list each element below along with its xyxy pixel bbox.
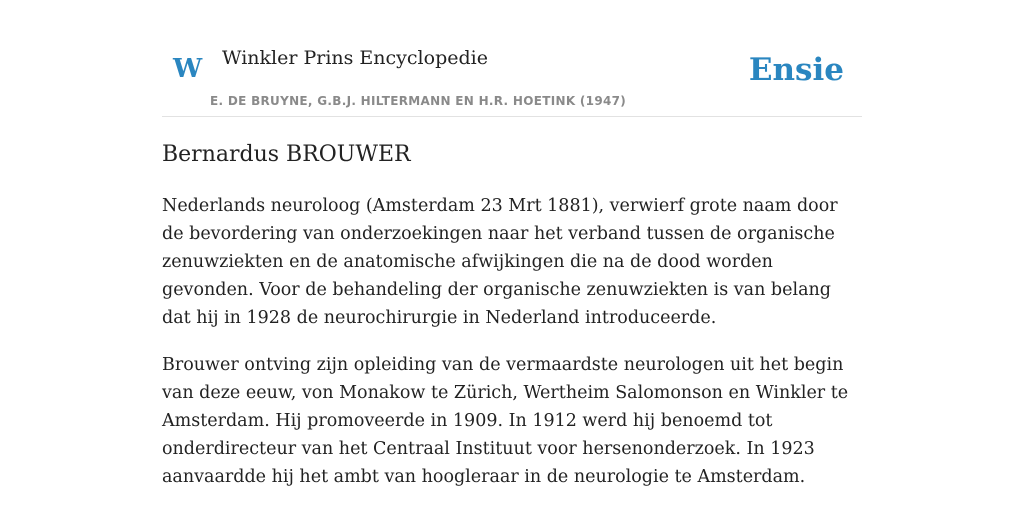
authors-line: E. DE BRUYNE, G.B.J. HILTERMANN EN H.R. HOETINK (1947): [210, 94, 627, 108]
article-body: [162, 192, 862, 510]
article-paragraph: Nederlands neuroloog (Amsterdam 23 Mrt 1881), verwierf grote naam door de bevordering van onderzoekingen naar het verband tussen de organische zenuwziekten en de anatomische afwijkingen die na de dood worden gevonden. Voor de behandeling der organische zenuwziekten is van belang dat hij in 1928 de neurochirurgie in Nederland introduceerde.: [162, 196, 838, 328]
book-title-link[interactable]: Winkler Prins Encyclopedie: [222, 47, 488, 69]
header: [162, 0, 862, 117]
article-title: Bernardus BROUWER: [162, 142, 411, 167]
encyclopedia-logo-icon[interactable]: W: [173, 54, 203, 84]
ensie-logo[interactable]: Ensie: [748, 52, 844, 88]
article-paragraph: Brouwer ontving zijn opleiding van de vermaardste neurologen uit het begin van deze eeuw, von Monakow te Zürich, Wertheim Salomonson en Winkler te Amsterdam. Hij promoveerde in 1909. In 1912 werd hij benoemd tot onderdirecteur van het Centraal Instituut voor hersenonderzoek. In 1923 aanvaardde hij het ambt van hoogleraar in de neurologie te Amsterdam.: [162, 355, 849, 487]
